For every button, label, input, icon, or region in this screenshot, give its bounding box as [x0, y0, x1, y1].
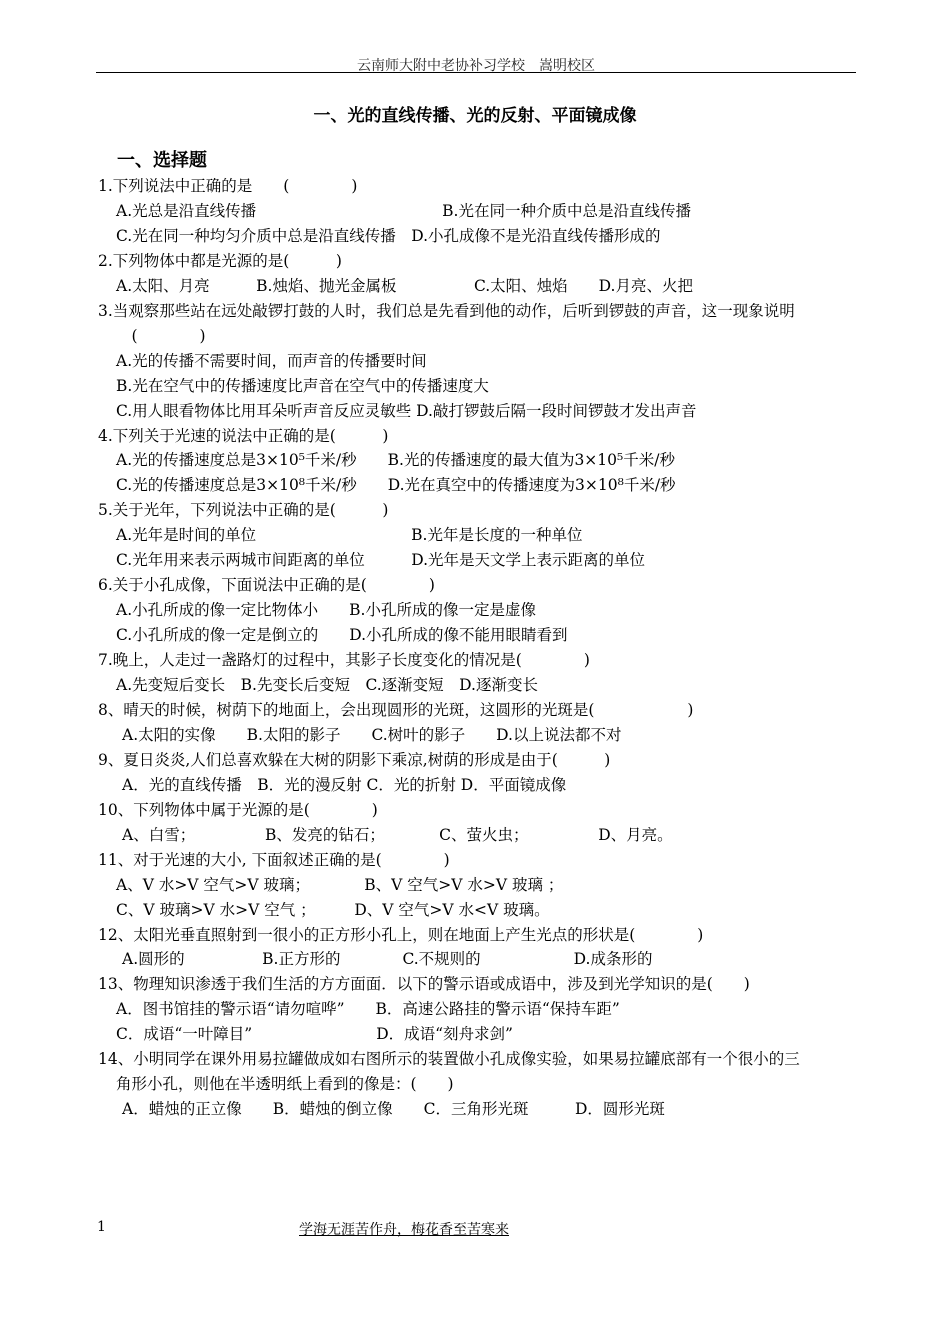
answer-option-line: 角形小孔，则他在半透明纸上看到的像是：( )	[116, 1075, 454, 1094]
question-stem: 8、晴天的时候，树荫下的地面上，会出现圆形的光斑，这圆形的光斑是( )	[98, 700, 694, 719]
question-stem: 11、对于光速的大小, 下面叙述正确的是( )	[98, 850, 450, 869]
question-stem: 9、夏日炎炎,人们总喜欢躲在大树的阴影下乘凉,树荫的形成是由于( )	[98, 750, 611, 769]
answer-option-line: A．光的直线传播 B．光的漫反射 C．光的折射 D．平面镜成像	[122, 775, 567, 794]
answer-option-line: A.先变短后变长 B.先变长后变短 C.逐渐变短 D.逐渐变长	[116, 676, 538, 694]
answer-option-line: A．蜡烛的正立像 B．蜡烛的倒立像 C．三角形光斑 D．圆形光斑	[122, 1100, 665, 1119]
question-stem: 3.当观察那些站在远处敲锣打鼓的人时，我们总是先看到他的动作，后听到锣鼓的声音，这一现象说明	[98, 301, 795, 320]
answer-option-line: A.光总是沿直线传播 B.光在同一种介质中总是沿直线传播	[116, 201, 691, 220]
question-stem: 10、下列物体中属于光源的是( )	[98, 800, 378, 819]
answer-option-line: C.光的传播速度总是3×10⁸千米/秒 D.光在真空中的传播速度为3×10⁸千米/秒	[116, 476, 676, 495]
answer-option-line: A.光的传播不需要时间，而声音的传播要时间	[116, 351, 427, 370]
page-number: 1	[97, 1219, 106, 1235]
answer-option-line: A.光的传播速度总是3×10⁵千米/秒 B.光的传播速度的最大值为3×10⁵千米/秒	[116, 451, 675, 470]
question-stem: 4.下列关于光速的说法中正确的是( )	[98, 426, 389, 445]
question-stem: 12、太阳光垂直照射到一很小的正方形小孔上，则在地面上产生光点的形状是( )	[98, 925, 704, 944]
footer-motto: 学海无涯苦作舟，梅花香至苦寒来	[299, 1222, 509, 1238]
answer-option-line: C.光在同一种均匀介质中总是沿直线传播 D.小孔成像不是光沿直线传播形成的	[116, 226, 661, 245]
question-stem: 1.下列说法中正确的是 ( )	[98, 177, 358, 195]
answer-option-line: A.圆形的 B.正方形的 C.不规则的 D.成条形的	[122, 950, 653, 969]
answer-option-line: A.小孔所成的像一定比物体小 B.小孔所成的像一定是虚像	[116, 601, 536, 620]
question-stem: 6.关于小孔成像，下面说法中正确的是( )	[98, 576, 435, 595]
answer-option-line: C、V 玻璃>V 水>V 空气 ； D、V 空气>V 水<V 玻璃。	[116, 900, 550, 919]
answer-option-line: A.太阳、月亮 B.烛焰、抛光金属板 C.太阳、烛焰 D.月亮、火把	[116, 276, 693, 295]
page-title: 一、光的直线传播、光的反射、平面镜成像	[313, 106, 637, 126]
question-stem: 2.下列物体中都是光源的是( )	[98, 251, 342, 270]
answer-option-line: A、V 水>V 空气>V 玻璃； B、V 空气>V 水>V 玻璃 ；	[116, 875, 564, 894]
answer-option-line: C．成语“一叶障目” D．成语“刻舟求剑”	[116, 1025, 513, 1044]
header-rule	[96, 72, 856, 73]
answer-option-line: C.用人眼看物体比用耳朵听声音反应灵敏些 D.敲打锣鼓后隔一段时间锣鼓才发出声音	[116, 401, 697, 420]
question-stem: 5.关于光年，下列说法中正确的是( )	[98, 501, 389, 520]
question-stem: 7.晚上，人走过一盏路灯的过程中，其影子长度变化的情况是( )	[98, 651, 590, 670]
answer-option-line: ( )	[116, 326, 206, 345]
page-header: 云南师大附中老协补习学校 嵩明校区	[357, 58, 595, 74]
question-stem: 13、物理知识渗透于我们生活的方方面面．以下的警示语或成语中，涉及到光学知识的是( )	[98, 975, 750, 994]
answer-option-line: C.光年用来表示两城市间距离的单位 D.光年是天文学上表示距离的单位	[116, 551, 646, 570]
answer-option-line: C.小孔所成的像一定是倒立的 D.小孔所成的像不能用眼睛看到	[116, 626, 568, 645]
answer-option-line: A．图书馆挂的警示语“请勿喧哗” B．高速公路挂的警示语“保持车距”	[116, 1000, 620, 1019]
answer-option-line: A.太阳的实像 B.太阳的影子 C.树叶的影子 D.以上说法都不对	[122, 725, 622, 744]
section-heading: 一、选择题	[117, 150, 207, 171]
question-stem: 14、小明同学在课外用易拉罐做成如右图所示的装置做小孔成像实验，如果易拉罐底部有一个很小的三	[98, 1050, 800, 1069]
answer-option-line: B.光在空气中的传播速度比声音在空气中的传播速度大	[116, 376, 489, 395]
answer-option-line: A、白雪； B、发亮的钻石； C、萤火虫； D、月亮。	[122, 825, 673, 844]
answer-option-line: A.光年是时间的单位 B.光年是长度的一种单位	[116, 526, 583, 545]
